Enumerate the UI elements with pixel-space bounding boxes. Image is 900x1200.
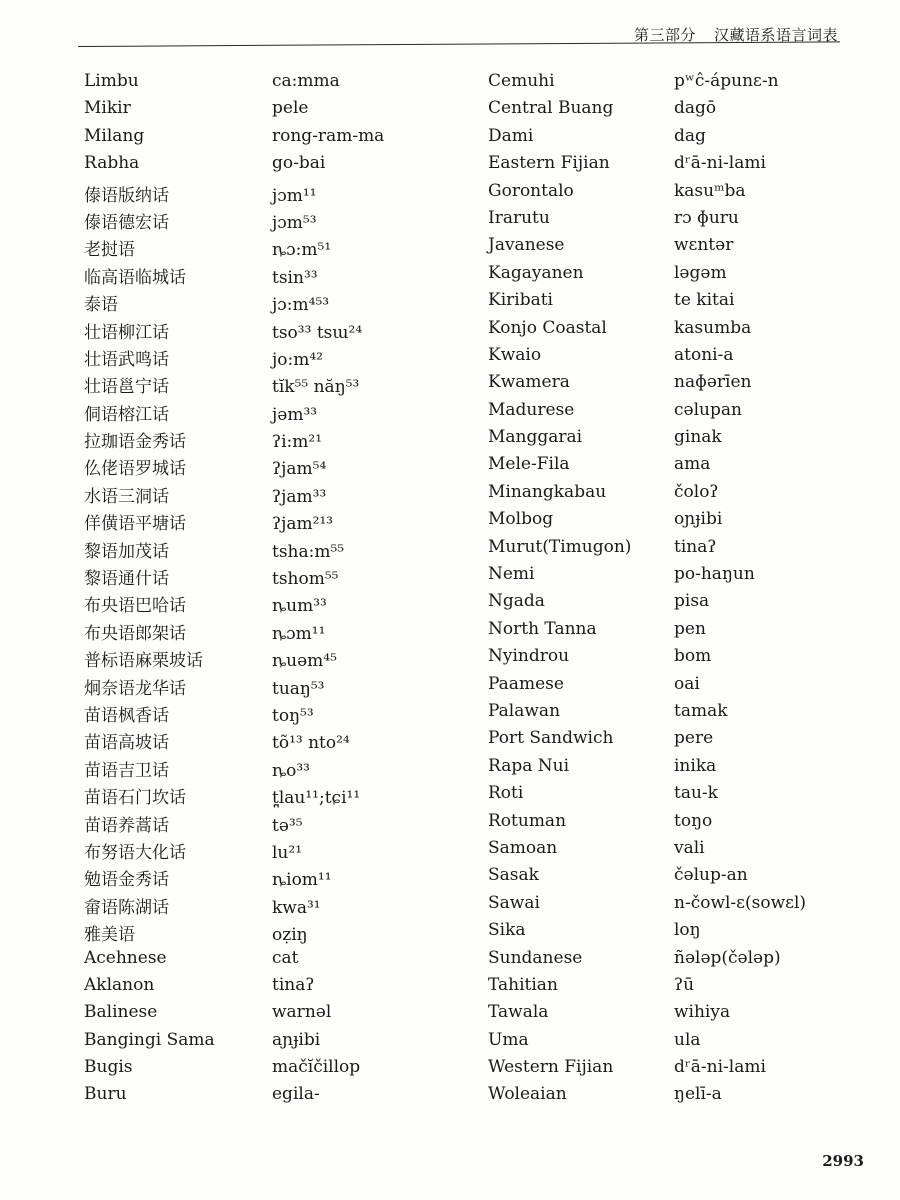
word-form: tsha:m⁵⁵ — [272, 541, 345, 562]
language-name: Mikir — [84, 98, 131, 119]
language-name: Nemi — [488, 564, 535, 585]
entry-row — [488, 290, 806, 317]
language-name: North Tanna — [488, 618, 597, 639]
language-name: Bugis — [84, 1057, 133, 1078]
language-name: Minangkabau — [488, 481, 607, 502]
language-name: Sundanese — [488, 947, 583, 968]
word-form: jɔm¹¹ — [272, 185, 317, 206]
language-name: 仫佬语罗城话 — [84, 459, 186, 480]
word-form: toŋo — [674, 810, 713, 831]
entry-row — [488, 482, 806, 509]
entry-row — [84, 948, 384, 975]
language-name: Javanese — [488, 235, 565, 256]
entry-row — [84, 920, 384, 947]
entry-row — [84, 98, 384, 125]
word-form: ʔjam⁵⁴ — [272, 459, 327, 480]
language-name: Palawan — [488, 700, 561, 721]
language-name: 苗语养蒿话 — [84, 815, 169, 836]
entry-row — [488, 948, 806, 975]
language-name: Manggarai — [488, 427, 583, 448]
entry-row — [84, 701, 384, 728]
entry-row — [488, 263, 806, 290]
word-form: ȵo³³ — [272, 760, 311, 781]
language-name: Uma — [488, 1029, 529, 1050]
language-name: Western Fijian — [488, 1057, 614, 1078]
entry-row — [488, 454, 806, 481]
language-name: Nyindrou — [488, 646, 570, 667]
word-form: tsin³³ — [272, 267, 318, 288]
entry-row — [488, 372, 806, 399]
word-form: pere — [674, 728, 714, 749]
entry-row — [488, 893, 806, 920]
right-column — [488, 71, 806, 1112]
language-name: 佯僙语平塘话 — [84, 514, 186, 535]
entry-row — [84, 728, 384, 755]
word-form: tamak — [674, 700, 728, 721]
language-name: 普标语麻栗坡话 — [84, 651, 203, 672]
language-name: Samoan — [488, 837, 558, 858]
word-form: rong-ram-ma — [272, 125, 385, 146]
word-form: čəlup-an — [674, 865, 748, 886]
entry-row — [488, 783, 806, 810]
language-name: 苗语高坡话 — [84, 733, 169, 754]
entry-row — [488, 564, 806, 591]
language-name: Tawala — [488, 1002, 549, 1023]
language-name: Molbog — [488, 509, 554, 530]
word-form: dag — [674, 125, 706, 146]
word-form: wɛntər — [674, 235, 734, 256]
entry-row — [488, 811, 806, 838]
word-form: jɔ:m⁴⁵³ — [272, 295, 330, 316]
entry-row — [84, 1084, 384, 1111]
word-form: oẓiŋ — [272, 925, 308, 946]
language-name: 黎语通什话 — [84, 569, 169, 590]
word-form: rɔ ɸuru — [674, 207, 739, 228]
word-form: aɲɟibi — [272, 1029, 321, 1050]
entry-row — [488, 509, 806, 536]
entry-row — [488, 865, 806, 892]
entry-row — [84, 537, 384, 564]
word-form: ʔū — [674, 974, 695, 995]
word-form: go-bai — [272, 153, 326, 174]
word-form: cəlupan — [674, 399, 742, 420]
word-form: ʔjam²¹³ — [272, 514, 334, 535]
entry-row — [84, 811, 384, 838]
entry-row — [488, 646, 806, 673]
entry-row — [84, 1057, 384, 1084]
language-name: Eastern Fijian — [488, 153, 610, 174]
language-name: 壮语武鸣话 — [84, 349, 169, 370]
language-name: 苗语吉卫话 — [84, 760, 169, 781]
entry-row — [84, 290, 384, 317]
language-name: 壮语柳江话 — [84, 322, 169, 343]
language-name: Sawai — [488, 892, 540, 913]
word-form: tuaŋ⁵³ — [272, 678, 325, 699]
word-form: jɔm⁵³ — [272, 212, 317, 233]
word-form: po-haŋun — [674, 564, 755, 585]
language-name: Rabha — [84, 153, 140, 174]
word-form: bom — [674, 646, 712, 667]
word-form: ȵɔm¹¹ — [272, 623, 326, 644]
language-name: Cemuhi — [488, 71, 555, 91]
word-form: inika — [674, 755, 717, 776]
word-form: jo:m⁴² — [272, 349, 323, 370]
entry-row — [488, 537, 806, 564]
word-form: ama — [674, 454, 711, 475]
entry-row — [84, 619, 384, 646]
entry-row — [488, 728, 806, 755]
entry-row — [84, 865, 384, 892]
language-name: 苗语枫香话 — [84, 705, 169, 726]
language-name: Murut(Timugon) — [488, 536, 632, 557]
entry-row — [488, 181, 806, 208]
entry-row — [84, 263, 384, 290]
word-form: pisa — [674, 591, 710, 612]
entry-row — [488, 345, 806, 372]
entry-row — [488, 1002, 806, 1029]
word-form: oai — [674, 673, 700, 694]
language-name: Woleaian — [488, 1084, 567, 1105]
entry-row — [84, 400, 384, 427]
entry-row — [488, 1084, 806, 1111]
entry-row — [84, 318, 384, 345]
entry-row — [488, 208, 806, 235]
language-name: Ngada — [488, 591, 545, 612]
word-form: ȵiom¹¹ — [272, 870, 332, 891]
entry-row — [84, 564, 384, 591]
language-name: 老挝语 — [84, 240, 135, 261]
word-form: n-čowl-ɛ(sowɛl) — [674, 892, 807, 913]
language-name: 傣语德宏话 — [84, 212, 169, 233]
entry-row — [488, 591, 806, 618]
language-name: Konjo Coastal — [488, 317, 607, 338]
entry-row — [488, 318, 806, 345]
word-form: tshom⁵⁵ — [272, 569, 339, 590]
entry-row — [84, 71, 384, 98]
language-name: 水语三洞话 — [84, 486, 169, 507]
word-form: toŋ⁵³ — [272, 705, 314, 726]
page-number: 2993 — [822, 1152, 864, 1170]
language-name: 雅美语 — [84, 925, 135, 946]
language-name: Rotuman — [488, 810, 567, 831]
word-form: tõ¹³ nto²⁴ — [272, 733, 350, 754]
language-name: 侗语榕江话 — [84, 404, 169, 425]
language-name: Kwamera — [488, 372, 570, 393]
word-form: kwa³¹ — [272, 897, 321, 918]
entry-row — [84, 975, 384, 1002]
entry-row — [84, 674, 384, 701]
word-form: ŋelī-a — [674, 1084, 722, 1105]
word-form: pele — [272, 98, 309, 119]
word-form: ȵum³³ — [272, 596, 327, 617]
language-name: 黎语加茂话 — [84, 541, 169, 562]
word-form: loŋ — [674, 920, 701, 941]
word-form: vali — [674, 837, 705, 858]
language-name: 苗语石门坎话 — [84, 788, 186, 809]
word-form: tau-k — [674, 783, 718, 804]
word-form: dʳā-ni-lami — [674, 153, 766, 174]
language-name: Sika — [488, 920, 526, 941]
entry-row — [84, 1002, 384, 1029]
word-form: mačĭčillop — [272, 1057, 361, 1078]
word-form: jəm³³ — [272, 404, 318, 425]
word-form: atoni-a — [674, 344, 734, 365]
word-form: wihiya — [674, 1002, 731, 1023]
word-form: tso³³ tsɯ²⁴ — [272, 322, 363, 343]
word-form: oɲɟibi — [674, 509, 723, 530]
word-form: pen — [674, 618, 706, 639]
entry-row — [488, 975, 806, 1002]
entry-row — [488, 756, 806, 783]
word-form: ula — [674, 1029, 701, 1050]
language-name: 临高语临城话 — [84, 267, 186, 288]
entry-row — [84, 646, 384, 673]
entry-row — [488, 619, 806, 646]
language-name: Limbu — [84, 71, 139, 91]
language-name: Rapa Nui — [488, 755, 570, 776]
language-name: Kiribati — [488, 290, 553, 311]
entry-row — [488, 674, 806, 701]
entry-row — [84, 208, 384, 235]
language-name: Kagayanen — [488, 262, 584, 283]
header-part-label: 第三部分 — [633, 26, 696, 44]
entry-row — [84, 181, 384, 208]
entry-row — [84, 783, 384, 810]
header-title: 汉藏语系语言词表 — [713, 26, 838, 44]
left-column — [84, 71, 384, 1112]
entry-row — [488, 701, 806, 728]
entry-row — [84, 893, 384, 920]
language-name: Paamese — [488, 673, 564, 694]
language-name: 布央语郎架话 — [84, 623, 186, 644]
language-name: Roti — [488, 783, 524, 804]
language-name: 勉语金秀话 — [84, 870, 169, 891]
language-name: Sasak — [488, 865, 539, 886]
word-form: ʔi:m²¹ — [272, 432, 323, 453]
word-form: naɸərīen — [674, 372, 752, 393]
word-form: ca:mma — [272, 71, 340, 91]
entry-row — [488, 126, 806, 153]
word-form: ʔjam³³ — [272, 486, 327, 507]
language-name: Tahitian — [488, 974, 558, 995]
entry-row — [488, 400, 806, 427]
language-name: Madurese — [488, 399, 575, 420]
word-form: kasumba — [674, 317, 752, 338]
entry-row — [84, 756, 384, 783]
entry-row — [84, 427, 384, 454]
word-form: kasuᵐba — [674, 180, 746, 201]
entry-row — [84, 235, 384, 262]
word-form: tinaʔ — [272, 974, 315, 995]
word-form: ñələp(čələp) — [674, 947, 781, 968]
entry-row — [84, 509, 384, 536]
language-name: 拉珈语金秀话 — [84, 432, 186, 453]
language-name: 畲语陈湖话 — [84, 897, 169, 918]
language-name: Aklanon — [84, 974, 155, 995]
word-form: ȵɔ:m⁵¹ — [272, 240, 332, 261]
word-form: t̪lau¹¹;tɕi¹¹ — [272, 788, 361, 809]
word-form: warnəl — [272, 1002, 332, 1023]
word-form: cat — [272, 947, 299, 968]
word-form: dagō — [674, 98, 717, 119]
language-name: 布央语巴哈话 — [84, 596, 186, 617]
word-form: dʳā-ni-lami — [674, 1057, 766, 1078]
language-name: Balinese — [84, 1002, 158, 1023]
language-name: 壮语邕宁话 — [84, 377, 169, 398]
language-name: 布努语大化话 — [84, 842, 186, 863]
language-name: Irarutu — [488, 207, 550, 228]
entry-row — [84, 838, 384, 865]
entry-row — [488, 838, 806, 865]
word-form: tə³⁵ — [272, 815, 303, 836]
language-name: Milang — [84, 125, 145, 146]
word-form: tĭk⁵⁵ năŋ⁵³ — [272, 377, 360, 398]
entry-row — [84, 482, 384, 509]
entry-row — [488, 71, 806, 98]
entry-row — [84, 454, 384, 481]
language-name: 炯奈语龙华话 — [84, 678, 186, 699]
word-form: lu²¹ — [272, 842, 303, 863]
entry-row — [488, 1057, 806, 1084]
word-form: pʷĉ-ápunɛ-n — [674, 71, 779, 91]
entry-row — [488, 427, 806, 454]
word-form: ginak — [674, 427, 722, 448]
entry-row — [84, 372, 384, 399]
entry-row — [488, 153, 806, 180]
language-name: 泰语 — [84, 295, 118, 316]
language-name: Mele-Fila — [488, 454, 570, 475]
entry-row — [84, 126, 384, 153]
word-form: ȵuəm⁴⁵ — [272, 651, 337, 672]
word-form: tinaʔ — [674, 536, 717, 557]
word-form: egila- — [272, 1084, 320, 1105]
language-name: Bangingi Sama — [84, 1029, 215, 1050]
language-name: Kwaio — [488, 344, 542, 365]
entry-row — [488, 98, 806, 125]
language-name: Gorontalo — [488, 180, 574, 201]
word-form: čoloʔ — [674, 481, 719, 502]
entry-row — [84, 345, 384, 372]
language-name: Buru — [84, 1084, 127, 1105]
word-form: ləgəm — [674, 262, 727, 283]
entry-row — [84, 591, 384, 618]
language-name: 傣语版纳话 — [84, 185, 169, 206]
language-name: Acehnese — [84, 947, 167, 968]
language-name: Central Buang — [488, 98, 614, 119]
word-form: te kitai — [674, 290, 735, 311]
entry-row — [488, 920, 806, 947]
entry-row — [84, 1030, 384, 1057]
language-name: Dami — [488, 125, 534, 146]
entry-row — [488, 235, 806, 262]
language-name: Port Sandwich — [488, 728, 614, 749]
entry-row — [488, 1030, 806, 1057]
entry-row — [84, 153, 384, 180]
